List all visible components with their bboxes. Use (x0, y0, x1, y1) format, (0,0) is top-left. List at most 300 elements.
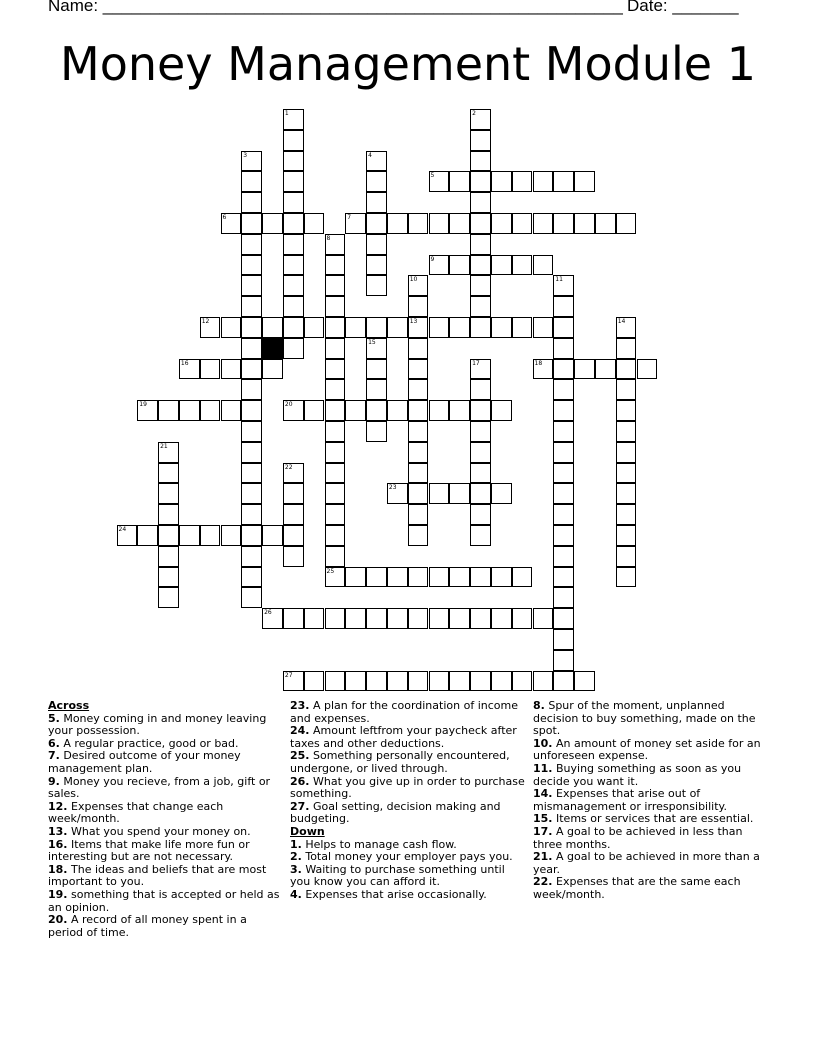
grid-cell[interactable] (408, 567, 429, 588)
grid-cell[interactable] (241, 255, 262, 276)
grid-cell[interactable] (553, 587, 574, 608)
grid-cell[interactable] (387, 400, 408, 421)
grid-cell[interactable] (408, 671, 429, 692)
grid-cell[interactable] (304, 608, 325, 629)
grid-cell[interactable] (325, 442, 346, 463)
grid-cell[interactable] (387, 567, 408, 588)
grid-cell[interactable] (283, 546, 304, 567)
across-heading: Across (48, 699, 90, 712)
grid-cell[interactable] (345, 400, 366, 421)
grid-cell[interactable] (241, 525, 262, 546)
grid-cell[interactable] (470, 171, 491, 192)
grid-cell[interactable] (470, 567, 491, 588)
grid-cell[interactable] (470, 442, 491, 463)
grid-cell[interactable] (158, 400, 179, 421)
grid-cell[interactable] (241, 504, 262, 525)
grid-cell[interactable] (366, 151, 387, 172)
grid-cell[interactable] (429, 567, 450, 588)
grid-cell[interactable] (221, 400, 242, 421)
grid-cell[interactable] (408, 483, 429, 504)
grid-cell[interactable] (304, 400, 325, 421)
grid-cell[interactable] (616, 567, 637, 588)
grid-cell[interactable] (221, 359, 242, 380)
grid-cell[interactable] (325, 359, 346, 380)
grid-cell[interactable] (283, 338, 304, 359)
clue-number: 20 (284, 401, 293, 409)
grid-cell[interactable] (470, 483, 491, 504)
grid-cell[interactable] (470, 359, 491, 380)
grid-cell[interactable] (512, 671, 533, 692)
grid-cell[interactable] (325, 608, 346, 629)
grid-cell[interactable] (408, 379, 429, 400)
grid-cell[interactable] (158, 546, 179, 567)
clue (48, 713, 283, 738)
grid-cell[interactable] (512, 171, 533, 192)
grid-cell[interactable] (241, 567, 262, 588)
grid-cell[interactable] (241, 421, 262, 442)
clue (290, 776, 525, 801)
clue-text: Helps to manage cash flow. (301, 837, 457, 851)
grid-cell[interactable] (574, 213, 595, 234)
grid-cell[interactable] (408, 338, 429, 359)
grid-cell[interactable] (553, 400, 574, 421)
grid-cell[interactable] (325, 546, 346, 567)
grid-cell[interactable] (408, 442, 429, 463)
grid-cell[interactable] (470, 192, 491, 213)
grid-cell[interactable] (491, 213, 512, 234)
clue-number: 4 (368, 151, 372, 159)
grid-cell[interactable] (553, 650, 574, 671)
grid-cell[interactable] (366, 608, 387, 629)
grid-cell[interactable] (429, 400, 450, 421)
grid-cell[interactable] (241, 359, 262, 380)
grid-cell[interactable] (616, 463, 637, 484)
grid-cell[interactable] (616, 213, 637, 234)
grid-cell[interactable] (117, 525, 138, 546)
grid-cell[interactable] (366, 338, 387, 359)
grid-cell[interactable] (491, 671, 512, 692)
grid-cell[interactable] (470, 379, 491, 400)
grid-cell[interactable] (304, 317, 325, 338)
grid-cell[interactable] (325, 504, 346, 525)
grid-cell[interactable] (158, 463, 179, 484)
grid-cell[interactable] (387, 671, 408, 692)
clue-text: Expenses that change each week/month. (48, 799, 224, 826)
grid-cell[interactable] (158, 442, 179, 463)
grid-cell[interactable] (449, 317, 470, 338)
grid-cell[interactable] (512, 213, 533, 234)
grid-cell[interactable] (366, 275, 387, 296)
clue-text: The ideas and beliefs that are most important to you. (48, 862, 267, 889)
grid-cell[interactable] (304, 213, 325, 234)
clue-text: Goal setting, decision making and budgeting. (290, 799, 501, 826)
grid-cell[interactable] (366, 421, 387, 442)
grid-cell[interactable] (470, 109, 491, 130)
grid-cell[interactable] (616, 359, 637, 380)
grid-cell[interactable] (449, 255, 470, 276)
clue-number: 3. (290, 862, 302, 876)
grid-cell[interactable] (366, 400, 387, 421)
grid-cell[interactable] (512, 317, 533, 338)
grid-cell[interactable] (533, 671, 554, 692)
grid-cell[interactable] (200, 359, 221, 380)
grid-cell[interactable] (449, 671, 470, 692)
date-field: Date: _______ (627, 0, 739, 15)
clue-number: 17 (472, 359, 480, 367)
grid-cell[interactable] (283, 400, 304, 421)
grid-cell[interactable] (574, 359, 595, 380)
grid-cell[interactable] (283, 504, 304, 525)
grid-cell[interactable] (387, 483, 408, 504)
grid-cell[interactable] (553, 483, 574, 504)
grid-cell[interactable] (241, 587, 262, 608)
grid-cell[interactable] (533, 608, 554, 629)
grid-cell[interactable] (533, 255, 554, 276)
grid-cell[interactable] (241, 483, 262, 504)
grid-cell[interactable] (221, 213, 242, 234)
grid-cell[interactable] (553, 463, 574, 484)
grid-cell[interactable] (262, 317, 283, 338)
grid-cell[interactable] (366, 234, 387, 255)
grid-cell[interactable] (408, 275, 429, 296)
clue-number: 5. (48, 711, 60, 725)
grid-cell[interactable] (179, 525, 200, 546)
grid-cell[interactable] (241, 296, 262, 317)
grid-cell[interactable] (449, 567, 470, 588)
grid-cell[interactable] (574, 671, 595, 692)
clue-text: Money coming in and money leaving your possession. (48, 711, 267, 738)
grid-cell[interactable] (408, 463, 429, 484)
grid-cell[interactable] (408, 421, 429, 442)
grid-cell[interactable] (470, 421, 491, 442)
grid-cell[interactable] (616, 525, 637, 546)
clue-text: Items or services that are essential. (552, 812, 754, 826)
grid-cell[interactable] (491, 171, 512, 192)
grid-cell[interactable] (283, 275, 304, 296)
grid-cell[interactable] (512, 608, 533, 629)
grid-cell[interactable] (408, 400, 429, 421)
grid-cell[interactable] (553, 421, 574, 442)
grid-cell[interactable] (325, 234, 346, 255)
grid-cell[interactable] (366, 317, 387, 338)
grid-cell[interactable] (200, 317, 221, 338)
clue (533, 826, 768, 851)
grid-cell[interactable] (553, 546, 574, 567)
grid-cell[interactable] (325, 421, 346, 442)
grid-cell[interactable] (179, 359, 200, 380)
clue-number: 1 (284, 110, 289, 117)
grid-cell[interactable] (387, 317, 408, 338)
clue (290, 889, 525, 902)
grid-cell[interactable] (470, 296, 491, 317)
grid-cell[interactable] (283, 192, 304, 213)
grid-cell[interactable] (429, 213, 450, 234)
grid-cell[interactable] (200, 400, 221, 421)
grid-cell[interactable] (366, 171, 387, 192)
grid-cell[interactable] (221, 317, 242, 338)
grid-cell[interactable] (325, 317, 346, 338)
grid-cell[interactable] (553, 629, 574, 650)
grid-cell[interactable] (241, 442, 262, 463)
grid-cell[interactable] (137, 525, 158, 546)
clue-number: 27 (284, 671, 293, 679)
grid-cell[interactable] (283, 130, 304, 151)
clue-text: A plan for the coordination of income and expenses. (290, 699, 518, 725)
clue-text: Waiting to purchase something until you know you can afford it. (290, 862, 505, 889)
grid-cell[interactable] (262, 359, 283, 380)
grid-cell[interactable] (325, 255, 346, 276)
grid-cell[interactable] (553, 359, 574, 380)
grid-cell[interactable] (325, 483, 346, 504)
grid-cell[interactable] (553, 442, 574, 463)
grid-cell[interactable] (595, 213, 616, 234)
grid-cell[interactable] (533, 171, 554, 192)
grid-cell[interactable] (637, 359, 658, 380)
clue-number: 8. (533, 699, 545, 712)
grid-cell[interactable] (553, 171, 574, 192)
grid-cell[interactable] (491, 255, 512, 276)
grid-cell[interactable] (553, 608, 574, 629)
grid-cell[interactable] (241, 546, 262, 567)
grid-cell[interactable] (366, 255, 387, 276)
grid-cell[interactable] (533, 317, 554, 338)
grid-cell[interactable] (553, 567, 574, 588)
grid-cell[interactable] (533, 359, 554, 380)
grid-cell[interactable] (408, 608, 429, 629)
grid-cell[interactable] (366, 192, 387, 213)
grid-cell[interactable] (158, 504, 179, 525)
clues-column-1 (48, 700, 283, 939)
grid-cell[interactable] (283, 255, 304, 276)
clue-text: Amount leftfrom your paycheck after taxes and other deductions. (290, 724, 517, 750)
clue-number: 3 (243, 151, 248, 159)
grid-cell[interactable] (241, 338, 262, 359)
grid-cell[interactable] (616, 400, 637, 421)
grid-cell[interactable] (283, 463, 304, 484)
grid-cell[interactable] (595, 359, 616, 380)
grid-cell[interactable] (387, 213, 408, 234)
grid-cell[interactable] (470, 255, 491, 276)
grid-cell[interactable] (616, 379, 637, 400)
grid-cell[interactable] (512, 567, 533, 588)
grid-cell[interactable] (429, 608, 450, 629)
clue-text: A record of all money spent in a period of time. (48, 913, 247, 939)
grid-cell[interactable] (491, 317, 512, 338)
grid-cell[interactable] (325, 275, 346, 296)
grid-cell[interactable] (449, 213, 470, 234)
grid-cell[interactable] (283, 109, 304, 130)
grid-cell[interactable] (553, 296, 574, 317)
grid-cell[interactable] (283, 608, 304, 629)
grid-cell[interactable] (325, 525, 346, 546)
grid-cell[interactable] (408, 359, 429, 380)
grid-cell[interactable] (241, 151, 262, 172)
grid-cell[interactable] (262, 213, 283, 234)
grid-cell[interactable] (241, 275, 262, 296)
grid-cell[interactable] (553, 275, 574, 296)
grid-cell[interactable] (470, 504, 491, 525)
grid-cell[interactable] (241, 379, 262, 400)
grid-cell[interactable] (345, 608, 366, 629)
clue-number: 25. (290, 749, 310, 763)
grid-cell[interactable] (449, 608, 470, 629)
clue-number: 10 (409, 276, 418, 284)
clue-number: 12 (201, 318, 210, 325)
grid-cell[interactable] (325, 338, 346, 359)
grid-cell[interactable] (283, 483, 304, 504)
grid-cell[interactable] (241, 463, 262, 484)
grid-cell[interactable] (158, 483, 179, 504)
grid-cell[interactable] (283, 296, 304, 317)
clue-number: 20. (48, 913, 68, 927)
grid-cell[interactable] (491, 483, 512, 504)
grid-cell[interactable] (241, 234, 262, 255)
grid-cell[interactable] (533, 213, 554, 234)
clue-number: 24 (118, 526, 127, 533)
grid-cell[interactable] (158, 587, 179, 608)
grid-cell[interactable] (241, 400, 262, 421)
grid-cell[interactable] (408, 525, 429, 546)
grid-cell[interactable] (574, 171, 595, 192)
grid-cell[interactable] (616, 338, 637, 359)
grid-cell[interactable] (366, 379, 387, 400)
grid-cell[interactable] (137, 400, 158, 421)
grid-cell[interactable] (553, 504, 574, 525)
grid-cell[interactable] (408, 504, 429, 525)
grid-cell[interactable] (325, 379, 346, 400)
grid-cell[interactable] (283, 213, 304, 234)
clue-text: Money you recieve, from a job, gift or sales. (48, 774, 271, 801)
clue-number: 11 (555, 276, 563, 284)
clue-number: 6. (48, 736, 60, 750)
grid-cell[interactable] (345, 671, 366, 692)
down-heading: Down (290, 824, 325, 838)
grid-cell[interactable] (283, 151, 304, 172)
grid-cell[interactable] (470, 463, 491, 484)
grid-cell[interactable] (325, 463, 346, 484)
clue-number: 13 (409, 318, 418, 325)
grid-cell[interactable] (283, 317, 304, 338)
grid-cell[interactable] (553, 379, 574, 400)
grid-cell[interactable] (616, 546, 637, 567)
clue-number: 26. (290, 774, 310, 788)
grid-cell[interactable] (387, 608, 408, 629)
grid-cell[interactable] (408, 296, 429, 317)
grid-cell[interactable] (616, 317, 637, 338)
grid-cell[interactable] (553, 213, 574, 234)
grid-cell[interactable] (241, 317, 262, 338)
grid-cell[interactable] (283, 234, 304, 255)
grid-cell[interactable] (262, 525, 283, 546)
grid-cell[interactable] (429, 317, 450, 338)
grid-cell[interactable] (200, 525, 221, 546)
grid-cell[interactable] (553, 338, 574, 359)
grid-cell[interactable] (241, 213, 262, 234)
grid-cell[interactable] (470, 400, 491, 421)
clue (533, 738, 768, 763)
grid-cell[interactable] (325, 400, 346, 421)
clue-text: A goal to be achieved in less than three months. (533, 824, 743, 851)
grid-cell[interactable] (408, 317, 429, 338)
grid-cell[interactable] (345, 317, 366, 338)
grid-cell[interactable] (283, 171, 304, 192)
clue-number: 4. (290, 887, 302, 901)
grid-cell[interactable] (449, 483, 470, 504)
grid-cell[interactable] (616, 442, 637, 463)
grid-cell[interactable] (366, 213, 387, 234)
clue (533, 876, 768, 901)
clue-number: 25 (326, 567, 335, 575)
grid-cell[interactable] (429, 255, 450, 276)
grid-cell[interactable] (470, 234, 491, 255)
grid-cell[interactable] (325, 567, 346, 588)
grid-cell[interactable] (283, 525, 304, 546)
grid-cell[interactable] (429, 671, 450, 692)
clue (48, 750, 283, 775)
grid-cell[interactable] (366, 359, 387, 380)
grid-cell[interactable] (553, 317, 574, 338)
grid-cell[interactable] (345, 567, 366, 588)
grid-cell[interactable] (366, 671, 387, 692)
grid-cell[interactable] (179, 400, 200, 421)
grid-cell[interactable] (470, 608, 491, 629)
clues-column-3 (533, 700, 768, 902)
grid-cell[interactable] (616, 504, 637, 525)
grid-cell[interactable] (470, 671, 491, 692)
grid-cell[interactable] (325, 296, 346, 317)
clue-number: 22. (533, 875, 553, 889)
grid-cell[interactable] (158, 567, 179, 588)
grid-cell[interactable] (366, 567, 387, 588)
grid-cell[interactable] (241, 192, 262, 213)
grid-cell[interactable] (221, 525, 242, 546)
grid-cell[interactable] (512, 255, 533, 276)
grid-cell[interactable] (470, 275, 491, 296)
black-square (262, 338, 283, 359)
grid-cell[interactable] (304, 671, 325, 692)
clue-number: 9 (430, 255, 435, 263)
grid-cell[interactable] (470, 525, 491, 546)
grid-cell[interactable] (408, 213, 429, 234)
grid-cell[interactable] (470, 317, 491, 338)
grid-cell[interactable] (491, 608, 512, 629)
grid-cell[interactable] (449, 400, 470, 421)
clue-number: 24. (290, 724, 310, 738)
clue (290, 801, 525, 826)
grid-cell[interactable] (449, 171, 470, 192)
grid-cell[interactable] (429, 483, 450, 504)
grid-cell[interactable] (470, 213, 491, 234)
grid-cell[interactable] (616, 421, 637, 442)
grid-cell[interactable] (158, 525, 179, 546)
grid-cell[interactable] (283, 671, 304, 692)
grid-cell[interactable] (491, 567, 512, 588)
grid-cell[interactable] (470, 130, 491, 151)
grid-cell[interactable] (345, 213, 366, 234)
grid-cell[interactable] (429, 171, 450, 192)
grid-cell[interactable] (470, 151, 491, 172)
grid-cell[interactable] (262, 608, 283, 629)
grid-cell[interactable] (325, 671, 346, 692)
grid-cell[interactable] (553, 525, 574, 546)
grid-cell[interactable] (553, 671, 574, 692)
grid-cell[interactable] (241, 171, 262, 192)
grid-cell[interactable] (491, 400, 512, 421)
clue-number: 6 (222, 214, 227, 221)
clues-column-2 (290, 700, 525, 902)
clue-number: 19 (139, 401, 147, 409)
grid-cell[interactable] (616, 483, 637, 504)
